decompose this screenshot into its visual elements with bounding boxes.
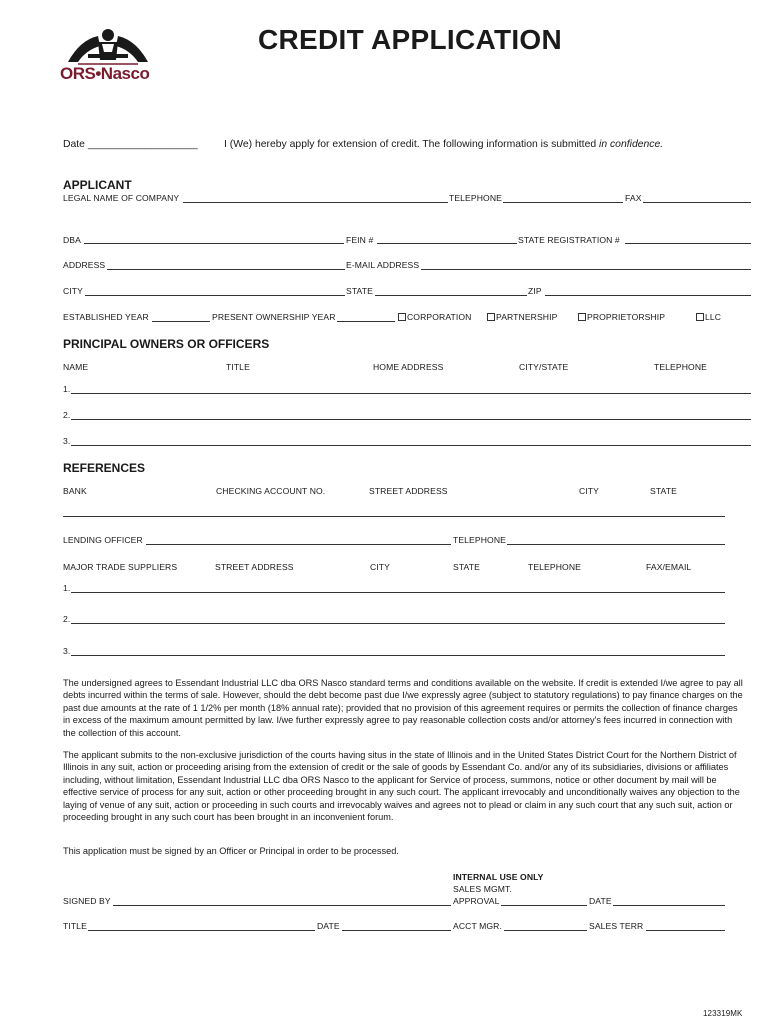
address-line[interactable] [107,269,345,270]
bank-col-bank: BANK [63,486,87,496]
applicant-heading: APPLICANT [63,178,132,192]
logo-text-ors: ORS [60,64,96,83]
principal-row-line[interactable] [71,393,751,394]
lending-officer-line[interactable] [146,544,451,545]
corporation-label: CORPORATION [407,312,472,322]
acct-mgr-line[interactable] [504,930,587,931]
terms-paragraph-2: The applicant submits to the non-exclusive jurisdiction of the courts having situs in the state of Illinois and in the United States District Court for the Northern District of Illinois in any suit, action or proceeding arising from the extension of credit or the sale of goods by Essendant Co. and/or any of its subsidiaries, divisions or affiliates including, without limitation, Essendant Industrial LLC dba ORS Nasco to the applicant for Service of process, summons, notice or other document by mail will be effective service of process for any suit, action or other proceeding brought in any such court. The applicant irrevocably and unconditionally waives any objection to the laying of venue of any suit, action or proceeding in such courts and irrevocably waives and agrees not to plead or claim in any such court that any such suit, action or proceeding brought in any such court has been brought in an inconvenient forum. [63,750,740,823]
supplier-col-city: CITY [370,562,390,572]
signed-by-label: SIGNED BY [63,896,111,906]
principal-row-number: 2. [63,410,71,420]
supplier-row-line[interactable] [71,623,725,624]
state-label: STATE [346,286,373,296]
principals-col-name: NAME [63,362,89,372]
intro-statement-text: I (We) hereby apply for extension of credit. The following information is submitted [224,139,597,150]
dba-label: DBA [63,235,81,245]
principals-col-home-address: HOME ADDRESS [373,362,444,372]
partnership-option[interactable] [487,312,557,322]
company-logo [58,26,158,84]
principal-row-number: 3. [63,436,71,446]
fein-line[interactable] [377,243,517,244]
bank-col-city: CITY [579,486,599,496]
principal-row-number: 1. [63,384,71,394]
supplier-row-number: 3. [63,646,71,656]
fax-line[interactable] [643,202,751,203]
present-ownership-label: PRESENT OWNERSHIP YEAR [212,312,336,322]
principal-row-line[interactable] [71,419,751,420]
bank-col-checking: CHECKING ACCOUNT NO. [216,486,326,496]
telephone-line[interactable] [503,202,623,203]
logo-mark-icon [58,26,158,66]
form-code: 123319MK [703,1009,743,1018]
title-line[interactable] [88,930,315,931]
present-ownership-line[interactable] [337,321,395,322]
bank-col-street: STREET ADDRESS [369,486,448,496]
supplier-row-number: 1. [63,583,71,593]
sales-terr-line[interactable] [646,930,725,931]
bank-col-state: STATE [650,486,677,496]
principals-col-city-state: CITY/STATE [519,362,569,372]
supplier-col-fax-email: FAX/EMAIL [646,562,692,572]
city-line[interactable] [85,295,345,296]
principals-col-title: TITLE [226,362,250,372]
partnership-label: PARTNERSHIP [496,312,558,322]
corporation-checkbox[interactable] [398,313,406,321]
title-label: TITLE [63,921,87,931]
title-date-label: DATE [317,921,340,931]
principals-col-telephone: TELEPHONE [654,362,707,372]
terms-paragraph-3: This application must be signed by an Officer or Principal in order to be processed. [63,846,399,856]
page-title: CREDIT APPLICATION [257,24,563,55]
email-line[interactable] [421,269,751,270]
established-year-line[interactable] [152,321,210,322]
city-label: CITY [63,286,83,296]
llc-option[interactable] [696,312,721,322]
zip-line[interactable] [545,295,751,296]
approval-date-label: DATE [589,896,612,906]
lending-officer-label: LENDING OFFICER [63,535,143,545]
applicant-fax-label: FAX [625,193,642,203]
email-label: E-MAIL ADDRESS [346,260,420,270]
fein-label: FEIN # [346,235,374,245]
approval-date-line[interactable] [613,905,725,906]
references-heading: REFERENCES [63,461,146,475]
supplier-col-telephone: TELEPHONE [528,562,581,572]
supplier-row-line[interactable] [71,655,725,656]
legal-name-line[interactable] [183,202,448,203]
terms-paragraph-1: The undersigned agrees to Essendant Industrial LLC dba ORS Nasco standard terms and conditions available on the website. If credit is extended I/we agree to pay all debts incurred within the terms of sale. However, should the debt become past due I/we expressly agree (subject to statutory regulations) to pay finance charges on the past due amounts at the rate of 1 1/2% per month (18% annual rate); provided that no provision of this agreement requires or permits the collection of finance charges in excess of the maximum amount permitted by law. I/we further expressly agree to pay reasonable collection costs and/or attorney's fees incurred in connection with the collection of this account. [63,678,743,738]
intro-statement-emphasis: in confidence. [599,139,664,150]
lending-telephone-line[interactable] [507,544,725,545]
applicant-telephone-label: TELEPHONE [449,193,502,203]
state-registration-line[interactable] [625,243,751,244]
state-line[interactable] [375,295,527,296]
internal-use-heading: INTERNAL USE ONLY [453,872,544,882]
acct-mgr-label: ACCT MGR. [453,921,502,931]
supplier-row-line[interactable] [71,592,725,593]
proprietorship-checkbox[interactable] [578,313,586,321]
logo-text-nasco: Nasco [100,64,150,83]
supplier-row-number: 2. [63,614,71,624]
signed-by-line[interactable] [113,905,451,906]
bank-line[interactable] [63,516,725,517]
principals-heading: PRINCIPAL OWNERS OR OFFICERS [63,337,270,351]
state-registration-label: STATE REGISTRATION # [518,235,620,245]
approval-line[interactable] [501,905,587,906]
address-label: ADDRESS [63,260,106,270]
title-date-line[interactable] [342,930,451,931]
llc-label: LLC [705,312,722,322]
intro-statement [224,139,663,150]
partnership-checkbox[interactable] [487,313,495,321]
corporation-option[interactable] [398,312,471,322]
legal-name-label: LEGAL NAME OF COMPANY [63,193,180,203]
supplier-col-name: MAJOR TRADE SUPPLIERS [63,562,178,572]
proprietorship-label: PROPRIETORSHIP [587,312,666,322]
lending-telephone-label: TELEPHONE [453,535,506,545]
zip-label: ZIP [528,286,542,296]
sales-mgmt-label: SALES MGMT. [453,884,512,894]
sales-terr-label: SALES TERR [589,921,644,931]
supplier-col-street: STREET ADDRESS [215,562,294,572]
intro-line [63,139,198,150]
established-year-label: ESTABLISHED YEAR [63,312,149,322]
approval-label: APPROVAL [453,896,500,906]
logo-dot: • [95,64,101,83]
date-field-label: Date ___________________ [63,139,198,150]
llc-checkbox[interactable] [696,313,704,321]
proprietorship-option[interactable] [578,312,665,322]
supplier-col-state: STATE [453,562,480,572]
dba-line[interactable] [84,243,344,244]
principal-row-line[interactable] [71,445,751,446]
